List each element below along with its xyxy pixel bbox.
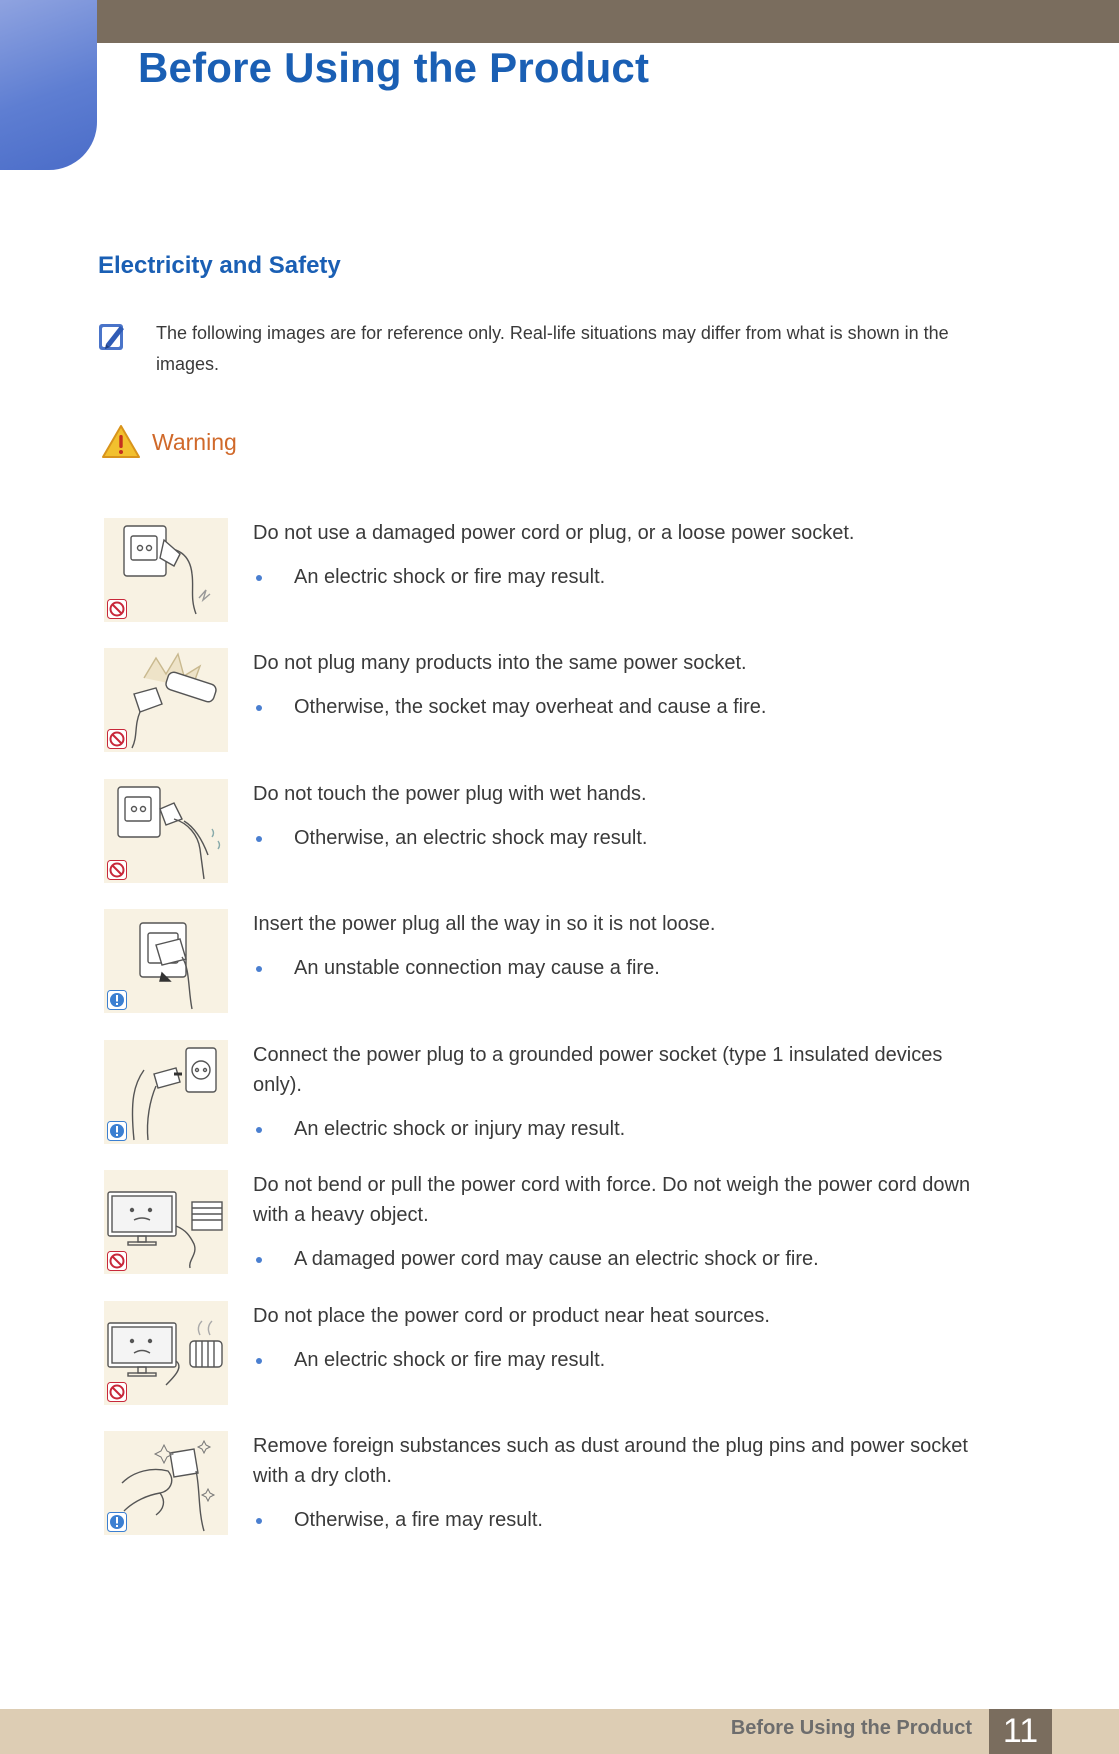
page-title: Before Using the Product xyxy=(138,44,650,91)
item-bullet: An unstable connection may cause a fire. xyxy=(253,953,993,983)
safety-item xyxy=(104,1040,1024,1145)
caution-icon xyxy=(107,990,127,1010)
chapter-tab xyxy=(0,0,97,170)
safety-item xyxy=(104,1170,1024,1275)
bullet-dot xyxy=(256,1257,262,1263)
item-bullet: An electric shock or injury may result. xyxy=(253,1114,993,1144)
page-number: 11 xyxy=(989,1709,1052,1754)
safety-item xyxy=(104,518,1024,623)
warning-label: Warning xyxy=(152,429,237,455)
prohibited-icon xyxy=(107,729,127,749)
prohibited-icon xyxy=(107,599,127,619)
item-text: Connect the power plug to a grounded power socket (type 1 insulated devices only). xyxy=(253,1044,943,1096)
safety-item xyxy=(104,779,1024,884)
warning-triangle-icon xyxy=(101,424,141,460)
item-bullet: A damaged power cord may cause an electric shock or fire. xyxy=(253,1244,993,1274)
item-text: Do not bend or pull the power cord with force. Do not weigh the power cord down with a heavy object. xyxy=(253,1174,971,1226)
item-bullet: Otherwise, a fire may result. xyxy=(253,1505,993,1535)
bent-cord-monitor-illustration xyxy=(104,1170,228,1274)
header-bar xyxy=(0,0,1119,43)
cleaning-plug-illustration xyxy=(104,1431,228,1535)
bullet-dot xyxy=(256,705,262,711)
note-pen-icon xyxy=(98,320,128,354)
safety-item xyxy=(104,1431,1024,1536)
safety-item xyxy=(104,1301,1024,1406)
bullet-dot xyxy=(256,1127,262,1133)
item-text: Do not touch the power plug with wet hands. xyxy=(253,783,647,805)
item-text: Do not use a damaged power cord or plug, or a loose power socket. xyxy=(253,522,855,544)
damaged-plug-illustration xyxy=(104,518,228,622)
section-heading: Electricity and Safety xyxy=(98,252,341,279)
bullet-dot xyxy=(256,836,262,842)
heat-source-monitor-illustration xyxy=(104,1301,228,1405)
plug-insert-illustration xyxy=(104,909,228,1013)
multi-plug-socket-illustration xyxy=(104,648,228,752)
bullet-dot xyxy=(256,966,262,972)
bullet-dot xyxy=(256,1358,262,1364)
item-bullet: Otherwise, an electric shock may result. xyxy=(253,823,993,853)
item-text: Do not place the power cord or product near heat sources. xyxy=(253,1305,770,1327)
item-text: Do not plug many products into the same power socket. xyxy=(253,652,747,674)
item-text: Insert the power plug all the way in so it is not loose. xyxy=(253,913,716,935)
note-text: The following images are for reference only. Real-life situations may differ from what is shown in the images. xyxy=(156,323,949,374)
item-text: Remove foreign substances such as dust around the plug pins and power socket with a dry cloth. xyxy=(253,1435,968,1487)
caution-icon xyxy=(107,1121,127,1141)
footer-title: Before Using the Product xyxy=(730,1717,972,1739)
item-bullet: Otherwise, the socket may overheat and cause a fire. xyxy=(253,692,993,722)
prohibited-icon xyxy=(107,1251,127,1271)
item-bullet: An electric shock or fire may result. xyxy=(253,562,993,592)
prohibited-icon xyxy=(107,1382,127,1402)
grounded-socket-illustration xyxy=(104,1040,228,1144)
safety-item xyxy=(104,648,1024,753)
bullet-dot xyxy=(256,1518,262,1524)
prohibited-icon xyxy=(107,860,127,880)
item-bullet: An electric shock or fire may result. xyxy=(253,1345,993,1375)
bullet-dot xyxy=(256,575,262,581)
safety-item xyxy=(104,909,1024,1014)
caution-icon xyxy=(107,1512,127,1532)
wet-hands-plug-illustration xyxy=(104,779,228,883)
